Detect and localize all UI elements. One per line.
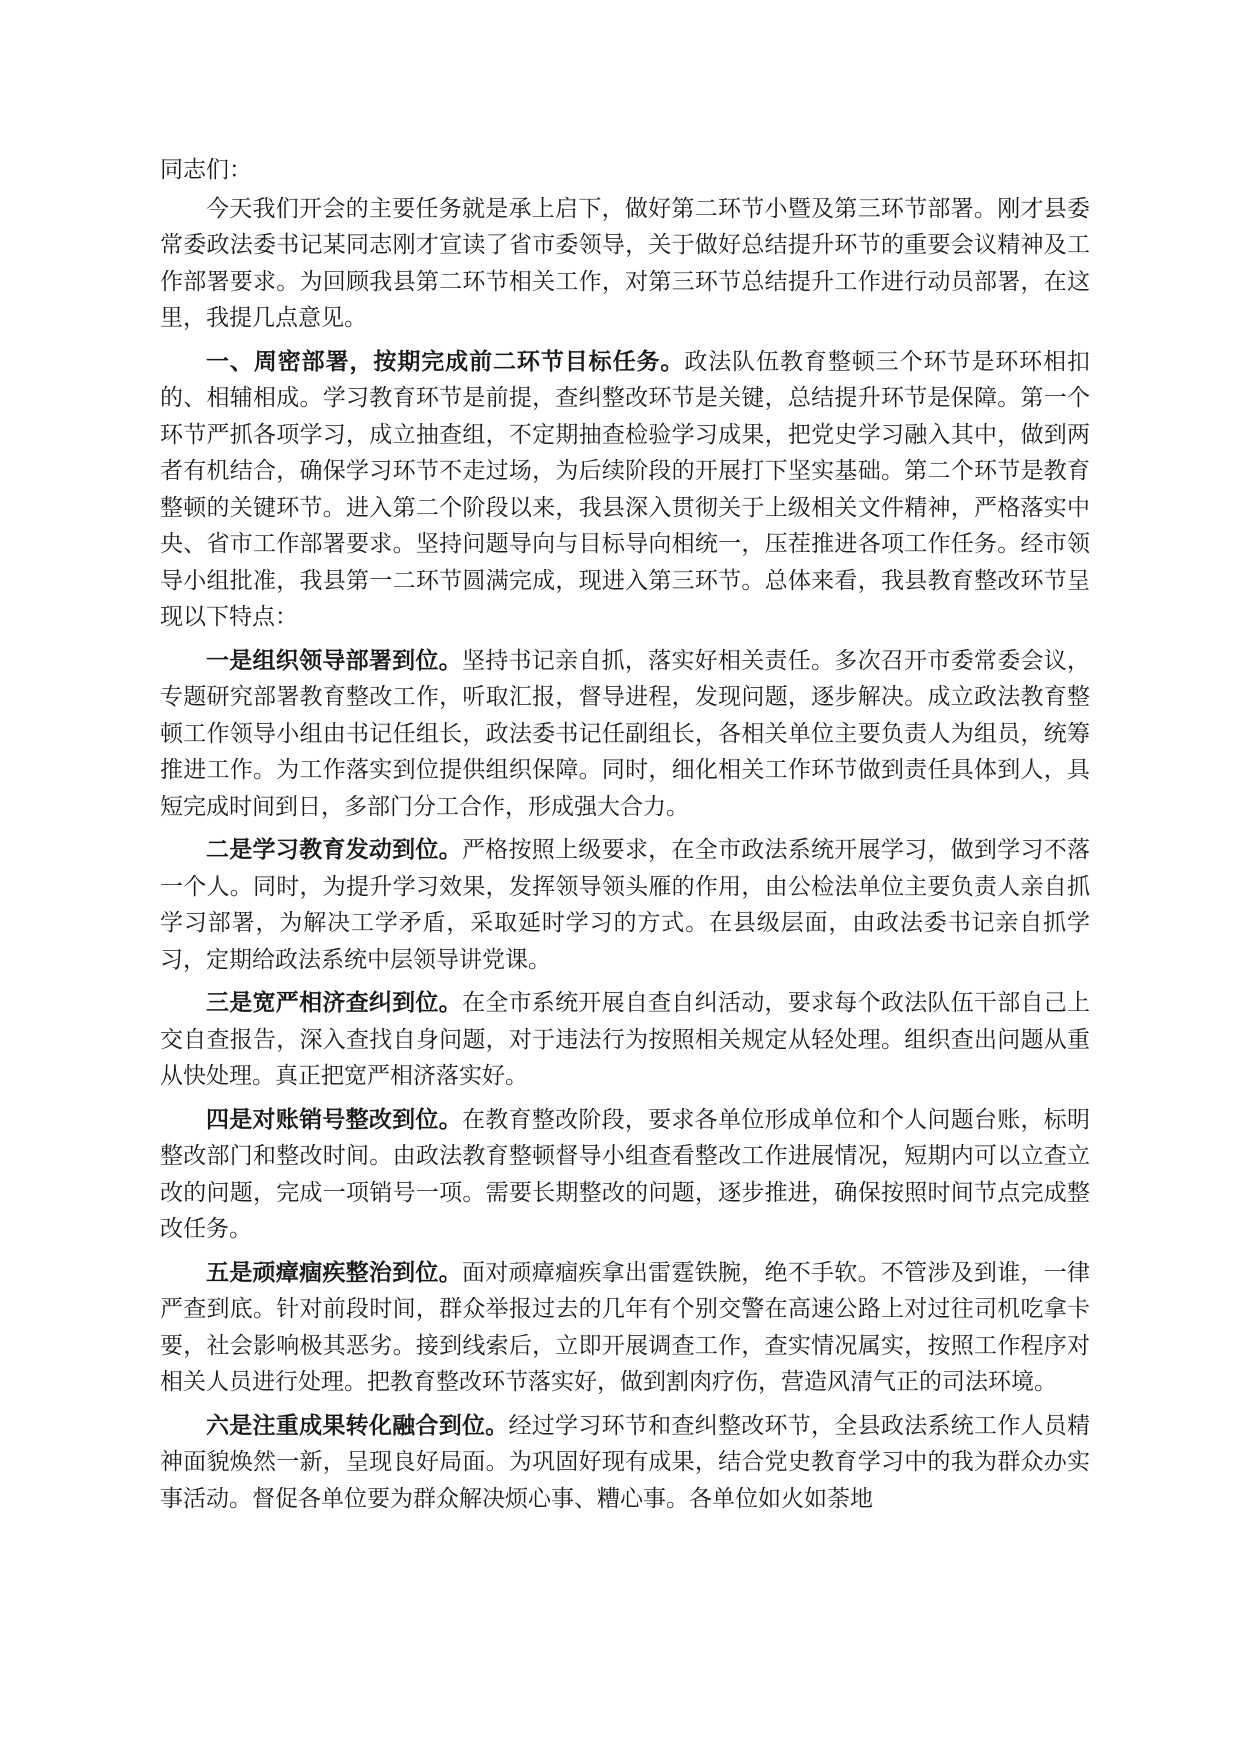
paragraph-body: 今天我们开会的主要任务就是承上启下，做好第二环节小暨及第三环节部署。刚才县委常委政法委书记某同志刚才宣读了省市委领导，关于做好总结提升环节的重要会议精神及工作部署要求。为回顾我县第二环节相关工作，对第三环节总结提升工作进行动员部署，在这里，我提几点意见。 (160, 195, 1090, 331)
paragraph-point-2 (160, 832, 1090, 978)
paragraph-body: 坚持书记亲自抓，落实好相关责任。多次召开市委常委会议，专题研究部署教育整改工作，听取汇报，督导进程，发现问题，逐步解决。成立政法教育整顿工作领导小组由书记任组长，政法委书记任副组长，各相关单位主要负责人为组员，统筹推进工作。为工作落实到位提供组织保障。同时，细化相关工作环节做到责任具体到人，具短完成时间到日，多部门分工合作，形成强大合力。 (160, 647, 1091, 820)
paragraph-point-6 (160, 1408, 1090, 1518)
paragraph-point-5 (160, 1255, 1090, 1401)
document-page (160, 152, 1090, 1524)
point-heading: 六是注重成果转化融合到位。 (206, 1411, 509, 1439)
section-heading: 一、周密部署，按期完成前二环节目标任务。 (206, 347, 685, 375)
point-heading: 一是组织领导部署到位。 (206, 646, 462, 674)
paragraph-body: 在教育整改阶段，要求各单位形成单位和个人问题台账，标明整改部门和整改时间。由政法教育整顿督导小组查看整改工作进展情况，短期内可以立查立改的问题，完成一项销号一项。需要长期整改的问题，逐步推进，确保按照时间节点完成整改任务。 (160, 1106, 1091, 1242)
point-heading: 四是对账销号整改到位。 (206, 1105, 462, 1133)
point-heading: 五是顽瘴痼疾整治到位。 (206, 1258, 462, 1286)
paragraph-opening (160, 191, 1090, 337)
paragraph-point-3 (160, 985, 1090, 1095)
paragraph-point-4 (160, 1102, 1090, 1248)
salutation: 同志们： (160, 157, 252, 183)
paragraph-body: 政法队伍教育整顿三个环节是环环相扣的、相辅相成。学习教育环节是前提，查纠整改环节是关键，总结提升环节是保障。第一个环节严抓各项学习，成立抽查组，不定期抽查检验学习成果，把党史学习融入其中，做到两者有机结合，确保学习环节不走过场，为后续阶段的开展打下坚实基础。第二个环节是教育整顿的关键环节。进入第二个阶段以来，我县深入贯彻关于上级相关文件精神，严格落实中央、省市工作部署要求。坚持问题导向与目标导向相统一，压茬推进各项工作任务。经市领导小组批准，我县第一二环节圆满完成，现进入第三环节。总体来看，我县教育整改环节呈现以下特点： (160, 348, 1091, 630)
paragraph-body: 在全市系统开展自查自纠活动，要求每个政法队伍干部自己上交自查报告，深入查找自身问题，对于违法行为按照相关规定从轻处理。组织查出问题从重从快处理。真正把宽严相济落实好。 (160, 990, 1091, 1089)
paragraph-body: 严格按照上级要求，在全市政法系统开展学习，做到学习不落一个人。同时，为提升学习效果，发挥领导领头雁的作用，由公检法单位主要负责人亲自抓学习部署，为解决工学矛盾，采取延时学习的方式。在县级层面，由政法委书记亲自抓学习，定期给政法系统中层领导讲党课。 (160, 837, 1091, 973)
paragraph-body: 经过学习环节和查纠整改环节，全县政法系统工作人员精神面貌焕然一新，呈现良好局面。为巩固好现有成果，结合党史教育学习中的我为群众办实事活动。督促各单位要为群众解决烦心事、糟心事。各单位如火如荼地 (160, 1412, 1091, 1512)
paragraph-body: 面对顽瘴痼疾拿出雷霆铁腕，绝不手软。不管涉及到谁，一律严查到底。针对前段时间，群众举报过去的几年有个别交警在高速公路上对过往司机吃拿卡要，社会影响极其恶劣。接到线索后，立即开展调查工作，查实情况属实，按照工作程序对相关人员进行处理。把教育整改环节落实好，做到割肉疗伤，营造风清气正的司法环境。 (160, 1259, 1091, 1395)
point-heading: 三是宽严相济查纠到位。 (206, 989, 462, 1016)
paragraph-section-one (160, 344, 1090, 636)
point-heading: 二是学习教育发动到位。 (206, 836, 462, 863)
paragraph-point-1 (160, 643, 1090, 826)
